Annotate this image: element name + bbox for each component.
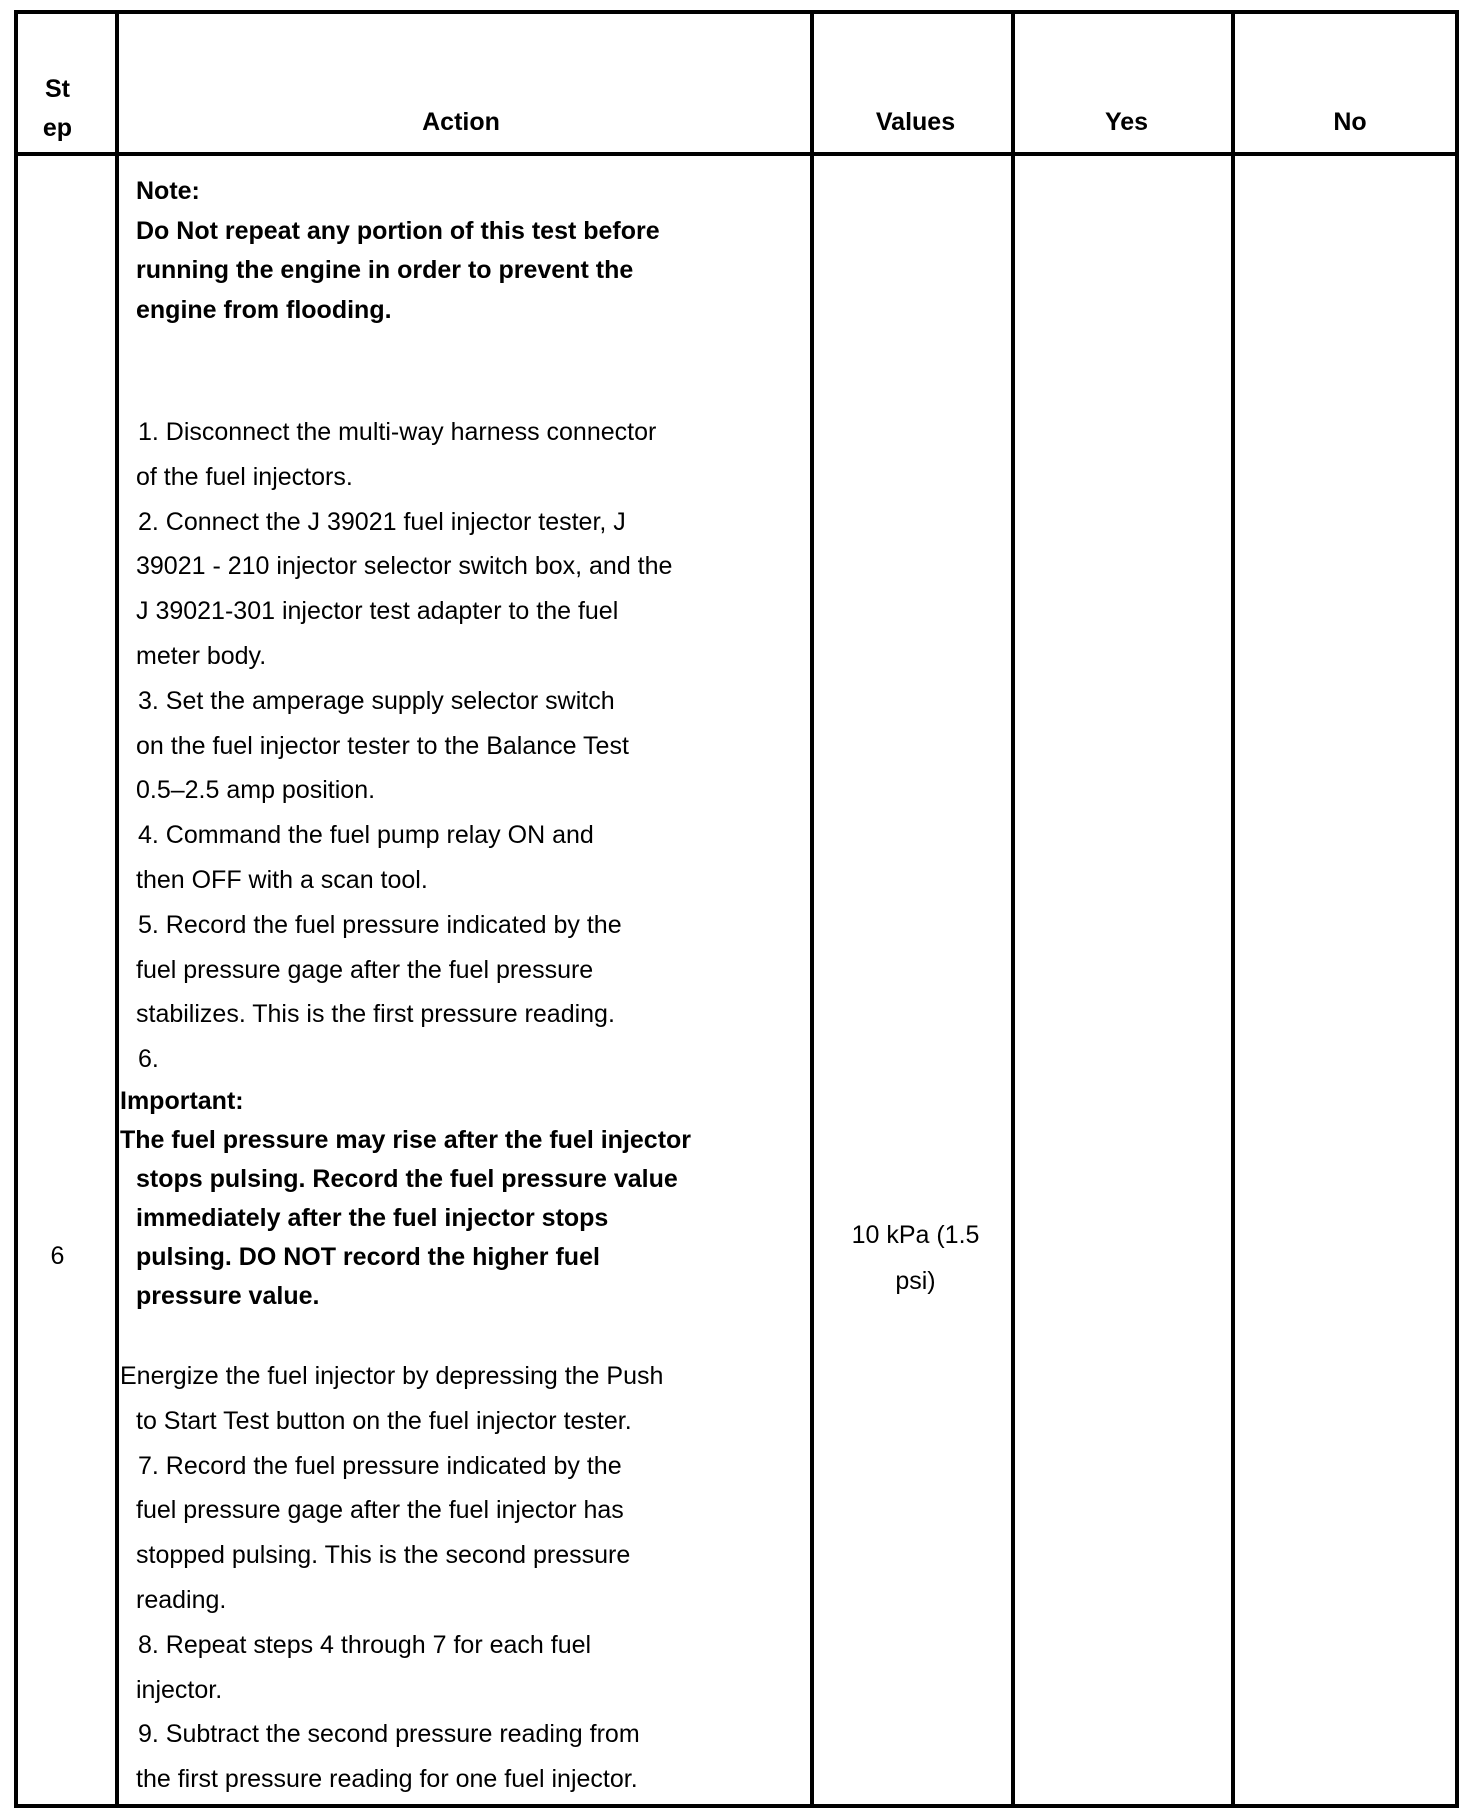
- values-line-1: 10 kPa (1.5: [851, 1221, 980, 1249]
- important-line: The fuel pressure may rise after the fuel injector: [120, 1125, 692, 1154]
- header-values: Values: [875, 108, 956, 136]
- action-line: then OFF with a scan tool.: [136, 865, 428, 894]
- action-line: J 39021-301 injector test adapter to the fuel: [136, 597, 619, 626]
- note-line: running the engine in order to prevent the: [136, 256, 634, 284]
- header-step-line-1: St: [45, 75, 70, 103]
- header-no: No: [1333, 108, 1367, 136]
- action-line: 5. Record the fuel pressure indicated by the: [138, 910, 622, 939]
- action-line: 0.5–2.5 amp position.: [136, 776, 376, 805]
- note-line: Do Not repeat any portion of this test before: [136, 216, 660, 245]
- table-bottom-border: [14, 1804, 1459, 1808]
- table-right-border: [1455, 10, 1459, 1808]
- action-line: 8. Repeat steps 4 through 7 for each fuel: [138, 1630, 592, 1659]
- action-line: injector.: [136, 1675, 223, 1704]
- note-label: Note:: [136, 177, 200, 205]
- values-cell: [818, 1212, 1013, 1304]
- action-line: of the fuel injectors.: [136, 462, 353, 491]
- action-line: Energize the fuel injector by depressing the Push: [120, 1361, 664, 1390]
- action-column-divider: [810, 10, 814, 1808]
- action-line: 9. Subtract the second pressure reading from: [138, 1720, 640, 1749]
- action-line: 6.: [138, 1045, 159, 1074]
- yes-column-divider: [1231, 10, 1235, 1808]
- action-line: fuel pressure gage after the fuel pressure: [136, 955, 594, 984]
- header-yes: Yes: [1104, 108, 1149, 136]
- action-line: 7. Record the fuel pressure indicated by the: [138, 1451, 622, 1480]
- header-bottom-border: [14, 152, 1459, 156]
- values-line-2: psi): [895, 1267, 936, 1295]
- action-line: 3. Set the amperage supply selector switch: [138, 686, 615, 715]
- action-line: fuel pressure gage after the fuel injector has: [136, 1496, 624, 1525]
- action-line: the first pressure reading for one fuel injector.: [136, 1765, 638, 1794]
- step-column-divider: [115, 10, 119, 1808]
- header-action: Action: [422, 108, 500, 136]
- important-label: Important:: [120, 1086, 244, 1115]
- action-line: to Start Test button on the fuel injector tester.: [136, 1406, 632, 1435]
- steps-part-b: [120, 1354, 770, 1802]
- note-block: [136, 172, 770, 330]
- action-line: 2. Connect the J 39021 fuel injector tester, J: [138, 507, 626, 536]
- important-line: immediately after the fuel injector stops: [136, 1203, 609, 1232]
- important-line: pressure value.: [136, 1281, 320, 1310]
- table-top-border: [14, 10, 1459, 14]
- action-line: 4. Command the fuel pump relay ON and: [138, 821, 594, 850]
- values-column-divider: [1011, 10, 1015, 1808]
- action-cell: [120, 172, 770, 1802]
- action-line: meter body.: [136, 641, 267, 670]
- action-line: stopped pulsing. This is the second pressure: [136, 1541, 631, 1570]
- note-line: engine from flooding.: [136, 295, 392, 324]
- action-line: 39021 - 210 injector selector switch box, and the: [136, 552, 673, 581]
- action-line: reading.: [136, 1585, 227, 1614]
- important-block: [120, 1082, 770, 1316]
- important-line: pulsing. DO NOT record the higher fuel: [136, 1242, 600, 1271]
- table-left-border: [14, 10, 18, 1808]
- steps-part-a: [120, 410, 770, 1082]
- action-line: on the fuel injector tester to the Balance Test: [136, 731, 629, 760]
- important-line: stops pulsing. Record the fuel pressure value: [136, 1164, 678, 1193]
- step-number: 6: [50, 1242, 65, 1270]
- header-step: [15, 70, 100, 148]
- action-line: stabilizes. This is the first pressure reading.: [136, 1000, 615, 1029]
- header-step-line-2: ep: [42, 114, 73, 142]
- action-line: 1. Disconnect the multi-way harness connector: [138, 418, 657, 446]
